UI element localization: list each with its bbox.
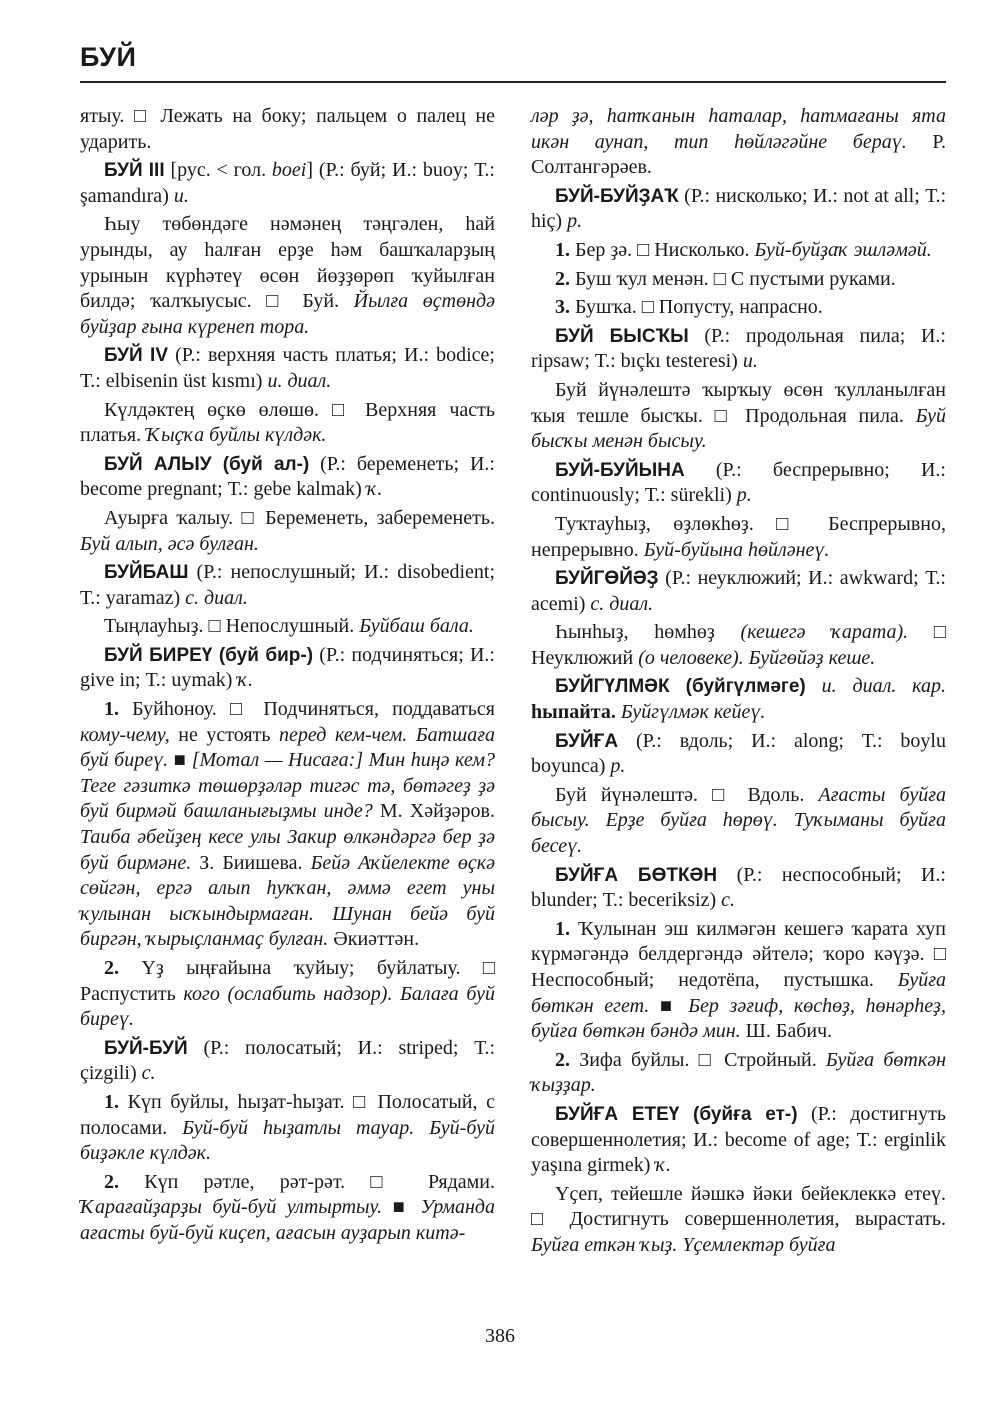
headword: БУЙГҮЛМӘК (буйгүлмәге) [555,676,806,698]
headword: БУЙ IV [104,345,168,367]
dictionary-entry [80,643,495,694]
right-column [531,104,946,1262]
text-segment: р. [610,755,626,778]
text-segment: с. диал. [590,592,654,615]
definition-paragraph [80,506,495,557]
definition-paragraph [531,620,946,671]
headword: БУЙҒА [555,730,619,752]
text-segment: (о человеке). Буйгөйәҙ кеше. [638,646,876,669]
text-segment: Йылға өҫтөндә буйҙар ғына күренеп тора. [80,290,495,338]
page-header-title: БУЙ [80,42,137,72]
text-segment: Таиба әбейҙең кесе улы Закир өлкәндәргә бер ҙә буй бирмәне. [80,826,495,874]
text-segment: Үҫеп, тейешле йәшкә йәки бейеклеккә етеү. □ Достигнуть совершеннолетия, вырастать. [531,1182,946,1231]
text-segment: ләр ҙә, һатҡанын һаталар, һатмағаны ята икән аунап, тип һөйләгәйне бераү. [531,105,946,153]
headword: БУЙ БИРЕҮ (буй бир-) [104,644,314,666]
text-segment: Ш. Бабич. [740,1020,833,1043]
text-segment: (Р.: подчиняться; И.: give in; Т.: uymak) [80,643,495,692]
dictionary-entry [80,452,495,503]
continued-text [531,104,946,181]
continued-text [80,104,495,155]
text-segment: Бер ҙә. □ Нисколько. [570,238,755,261]
text-segment: (Р.: нисколько; И.: not at all; Т.: hiç) [531,184,946,233]
definition-paragraph [531,238,946,264]
text-segment: Буйға еткән ҡыҙ. Үҫемлектәр буйға [531,1233,836,1256]
headword: БУЙҒА БӨТКӘН [555,864,718,886]
text-segment: Һынһыҙ, һөмһөҙ [555,621,741,644]
text-segment: boei [271,159,307,182]
text-segment: с. [141,1062,156,1085]
text-segment: Ауырға ҡалыу. □ Беременеть, забеременеть. [104,506,495,529]
text-segment: ■ [168,749,192,772]
text-segment: 3. [555,296,570,319]
dictionary-entry [531,324,946,375]
page-number: 386 [485,1325,515,1347]
text-segment: 2. [104,1170,119,1193]
text-segment: Бер зәғиф, көсһөҙ, һөнәрһеҙ, буйға бөткән бәндә мин. [531,994,946,1043]
text-segment: с. [721,889,736,912]
headword: БУЙ-БУЙҘАҠ [555,185,679,207]
text-segment: (Р.: неспособный; И.: blunder; Т.: beceriksiz) [531,863,946,912]
definition-paragraph [531,783,946,860]
dictionary-entry [80,343,495,394]
text-segment: Буй бысҡы менән бысыу. [531,404,946,453]
definition-paragraph [531,267,946,293]
text-segment: Ағасты буйға бысыу. Ерҙе буйға һөрөү. Туҡыманы буйға бесеү. [531,783,946,858]
text-segment: М. Хәйҙәров. [372,800,495,823]
headword: БУЙ-БУЙ [104,1037,188,1059]
definition-paragraph [80,697,495,953]
text-segment: перед кем-чем. Батшаға буй биреү. [80,723,495,772]
text-segment: Күп буйлы, һыҙат-һыҙат. □ Полосатый, с полосами. [80,1090,495,1139]
dictionary-entry [531,674,946,725]
text-segment: не устоять [169,723,280,746]
text-segment: 2. [555,1048,570,1071]
text-segment: Буйға бөткән ҡыҙҙар. [531,1048,947,1097]
headword: БУЙ-БУЙЫНА [555,459,685,481]
definition-paragraph [531,512,946,563]
text-segment: Буйһоноу. □ Подчиняться, поддаваться [119,698,495,721]
text-segment: Һыу төбөндәге нәмәнең тәңгәлен, һай урынды, ау һалған ерҙе һәм башҡаларҙың урынын күрһәтеү өсөн йөҙҙөрөп ҡуйылған билдә; ҡалҡыусыс. □ Буй. [80,213,495,313]
text-segment: (Р.: продольная пила; И.: ripsaw; Т.: bıçkı testeresi) [531,324,946,373]
text-segment: [рус. < гол. [164,159,272,182]
definition-paragraph [80,1170,495,1247]
header-divider [80,81,946,83]
definition-paragraph [80,956,495,1033]
text-segment: (кешегә ҡарата). [740,621,909,644]
text-segment: (Р.: беременеть; И.: become pregnant; Т.: gebe kalmak) [80,452,495,501]
definition-paragraph [531,295,946,321]
definition-paragraph [80,212,495,340]
text-segment: Бейә Аҡйелекте өҫкә сөйгән, ергә алып һуҡҡан, әммә егет уны ҡулынан ысҡындырмаған. Шунан бейә буй биргән, ҡырыҫланмаҫ булған. [80,851,495,951]
text-segment: и. диал. кар. [821,675,946,698]
dictionary-entry [531,566,946,617]
text-segment: □ Неуклюжий [531,621,946,669]
definition-paragraph [531,378,946,455]
text-segment: (Р.: непослушный; И.: disobedient; Т.: yaramaz) [80,561,495,609]
text-segment: 1. [104,698,119,721]
text-segment: Күп рәтле, рәт-рәт. □ Рядами. [119,1170,495,1193]
text-segment: и. [173,184,189,207]
text-segment: Үҙ ыңғайына ҡуйыу; буйлатыу. □ Распустить [80,957,495,1005]
text-segment: ҡ. [237,669,253,692]
text-segment: кого (ослабить надзор). Балаға буй биреү. [80,982,495,1031]
dictionary-entry [531,729,946,780]
dictionary-entry [80,1036,495,1087]
text-segment: (Р.: беспрерывно; И.: continuously; Т.: sürekli) [531,458,946,507]
text-segment: с. диал. [185,586,248,609]
text-segment: 1. [555,917,570,940]
dictionary-entry [531,458,946,509]
text-segment: Буй йүнәлештә. □ Вдоль. [555,783,819,806]
text-segment: Урманда ағасты буй-буй киҫеп, ағасын ауҙарып китә- [80,1196,495,1244]
text-segment: Буйгүлмәк кейеү. [620,701,766,724]
dictionary-entry [80,560,495,611]
text-segment: Ҡыҫҡа буйлы күлдәк. [146,424,327,447]
dictionary-entry [531,1102,946,1179]
headword: БУЙ БЫСҠЫ [555,325,689,347]
text-segment: и. диал. [267,369,332,392]
text-segment: Буй-буйҙаҡ эшләмәй. [754,238,932,261]
text-segment: Әкиәттән. [328,928,420,951]
headword: БУЙ АЛЫУ (буй ал-) [104,453,310,475]
text-segment: р. [736,484,752,507]
headword: БУЙ III [104,160,165,182]
text-segment: (Р.: полосатый; И.: striped; Т.: çizgili) [80,1036,495,1085]
left-column [80,104,495,1250]
definition-paragraph [531,1048,946,1099]
text-segment: З. Биишева. [191,851,311,874]
text-segment: Буй-буй һыҙатлы тауар. Буй-буй биҙәкле күлдәк. [80,1116,495,1165]
text-segment: (Р.: достигнуть совершеннолетия; И.: become of age; Т.: erginlik yaşına girmek) [531,1102,946,1177]
text-segment: 1. [555,238,570,261]
text-segment: (Р.: верхняя часть платья; И.: bodice; Т.: elbisenin üst kısmı) [80,344,495,392]
text-segment: и. [742,350,758,373]
definition-paragraph [80,398,495,449]
text-segment: кому-чему, [80,723,170,746]
headword: БУЙБАШ [104,562,189,584]
definition-paragraph [531,1182,946,1259]
text-segment: Буйбаш бала. [359,615,474,638]
definition-paragraph [80,614,495,640]
text-segment: Р. Солтангәрәев. [531,130,947,179]
text-segment: Буй йүнәлештә ҡырҡыу өсөн ҡулланылған ҡыя тешле бысҡы. □ Продольная пила. [531,378,946,427]
text-segment: ҡ. [655,1154,671,1177]
text-segment: (Р.: неуклюжий; И.: awkward; Т.: acemi) [531,567,946,615]
dictionary-entry [531,184,946,235]
text-segment: Буйға бөткән егет. [531,969,946,1017]
dictionary-entry [531,863,946,914]
definition-paragraph [531,917,946,1045]
text-segment: Ҡарағайҙарҙы буй-буй ултыртыу. [80,1196,383,1219]
text-segment: ■ [382,1196,421,1219]
text-segment: Туҡтауһыҙ, өҙлөкһөҙ. □ Беспрерывно, непрерывно. [531,512,946,561]
text-segment [806,675,822,697]
text-segment: Буй алып, әсә булған. [80,532,259,555]
text-segment: (Р.: вдоль; И.: along; Т.: boylu boyunca) [531,729,946,778]
text-segment: Бушҡа. □ Попусту, напрасно. [570,296,823,319]
headword: БУЙГӨЙӘҘ [555,568,659,590]
text-segment: ятыу. □ Лежать на боку; пальцем о палец не ударить. [80,105,495,153]
text-segment: Буш ҡул менән. □ С пустыми руками. [570,267,896,290]
text-segment: Зифа буйлы. □ Стройный. [570,1048,826,1071]
definition-paragraph [80,1090,495,1167]
text-segment: ] (Р.: буй; И.: buoy; Т.: şamandıra) [80,159,495,207]
text-segment: Тыңлауһыҙ. □ Непослушный. [104,615,360,638]
text-segment: 2. [555,267,570,290]
text-segment: 1. [104,1090,119,1113]
text-segment: 2. [104,957,119,979]
text-segment: һыпайта. [531,701,616,724]
text-segment: р. [567,210,583,233]
text-segment: ҡ. [366,478,383,501]
text-segment: [Мотал — Нисаға:] Мин һиңә кем? Теге гәзиткә төшөрҙәләр тигәс тә, бөтәгеҙ ҙә буй бирмәй башланығыҙмы инде? [80,749,495,823]
text-segment: ■ [649,994,689,1017]
text-segment: Буй-буйына һөйләнеү. [643,538,830,561]
text-segment: Ҡулынан эш килмәгән кешегә ҡарата хуп күрмәгәндә белдергәндә әйтелә; ҡоро кәүҙә. □ Неспособный; недотёпа, пустышка. [531,917,946,991]
headword: БУЙҒА ЕТЕҮ (буйға ет-) [555,1103,798,1125]
dictionary-entry [80,158,495,209]
text-segment: Күлдәктең өҫкө өлөшө. □ Верхняя часть платья. [80,398,495,447]
